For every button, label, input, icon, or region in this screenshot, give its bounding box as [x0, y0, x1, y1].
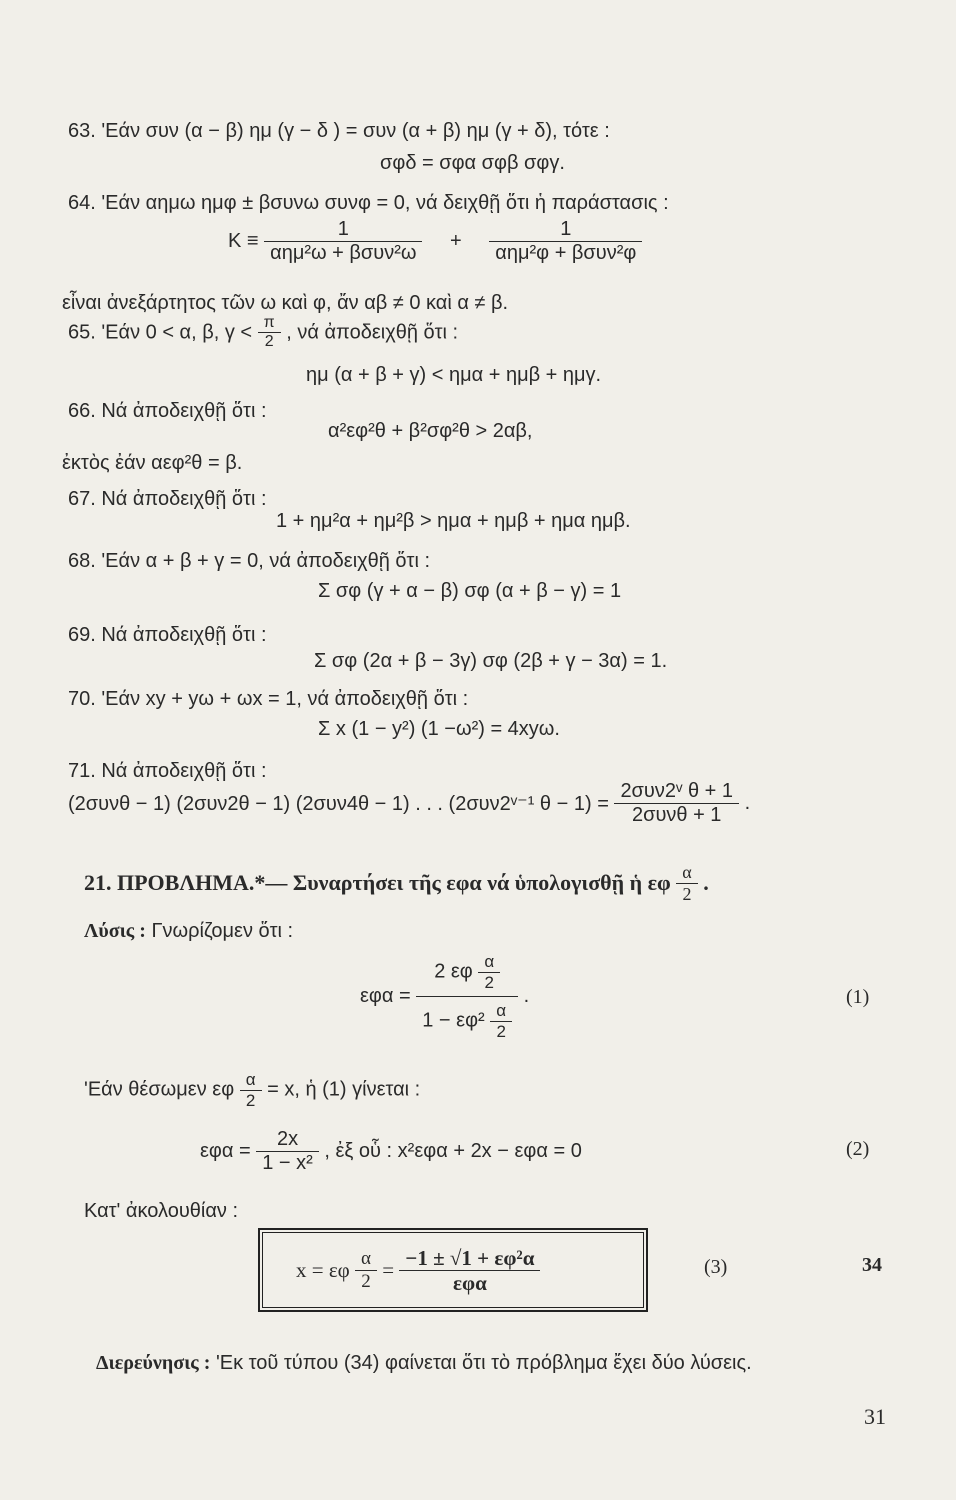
exercise-64-condition: εἶναι ἀνεξάρτητος τῶν ω καὶ φ, ἄν αβ ≠ 0 καὶ α ≠ β. — [62, 292, 509, 314]
exercise-68-identity: Σ σφ (γ + α − β) σφ (α + β − γ) = 1 — [318, 580, 622, 602]
exercise-66-inequality: α²εφ²θ + β²σφ²θ > 2αβ, — [328, 420, 533, 442]
exercise-70-identity: Σ x (1 − y²) (1 −ω²) = 4xyω. — [318, 718, 560, 740]
formula-number: 34 — [862, 1254, 882, 1276]
substitution-line: 'Εάν θέσωμεν εφ $\frac{\alpha}{2}$ = x, ἡ (1) γίνεται : — [84, 1070, 421, 1110]
exercise-71-fraction: $\frac{\text{2συν2ᵛ θ + 1}}{\text{2συνθ + 1}}$ — [614, 780, 739, 827]
exercise-71-identity: (2συνθ − 1) (2συν2θ − 1) (2συν4θ − 1) . . . (2συν2ᵛ⁻¹ θ − 1) = $\frac{\text{2συν2ᵛ θ + 1}}{\text{2συνθ + 1}}$ . — [68, 780, 751, 826]
equation-1: εφα = 2 εφ $\frac{\alpha}{2}$ 1 − εφ² $\frac{\alpha}{2}$ . — [360, 952, 530, 1041]
exercise-71-statement: 71. Νά ἀποδειχθῇ ὅτι : — [68, 760, 267, 782]
exercise-66-condition: ἐκτὸς ἐάν αεφ²θ = β. — [62, 452, 243, 474]
exercise-69-identity: Σ σφ (2α + β − 3γ) σφ (2β + γ − 3α) = 1. — [314, 650, 668, 672]
exercise-65-statement: 65. 'Εάν 0 < α, β, γ < $\frac{\pi}{2}$ , νά ἀποδειχθῇ ὅτι : — [68, 314, 459, 351]
k-symbol: K ≡ — [228, 230, 259, 252]
exercise-68-statement: 68. 'Εάν α + β + γ = 0, νά ἀποδειχθῇ ὅτι : — [68, 550, 431, 572]
exercise-67-inequality: 1 + ημ²α + ημ²β > ημα + ημβ + ημα ημβ. — [276, 510, 631, 532]
exercise-66-statement: 66. Νά ἀποδειχθῇ ὅτι : — [68, 400, 267, 422]
page-number: 31 — [864, 1404, 886, 1429]
exercise-65-inequality: ημ (α + β + γ) < ημα + ημβ + ημγ. — [306, 364, 602, 386]
exercise-63-result: σφδ = σφα σφβ σφγ. — [380, 152, 565, 174]
exercise-63-statement: 63. 'Εάν συν (α − β) ημ (γ − δ ) = συν (α + β) ημ (γ + δ), τότε : — [68, 120, 610, 142]
equation-1-fraction: 2 εφ $\frac{\alpha}{2}$ 1 − εφ² $\frac{\alpha}{2}$ — [416, 952, 518, 1041]
problem-heading: 21. ΠΡΟΒΛΗΜΑ.*— Συναρτήσει τῆς εφα νά ὑπολογισθῇ ἡ εφ $\frac{\alpha}{2}$ . — [84, 862, 709, 904]
equation-3-fraction: $\frac{\text{−1 ± √1 + εφ²α}}{\text{εφα}}$ — [399, 1246, 540, 1295]
equation-2-tag: (2) — [846, 1138, 870, 1160]
exercise-69-statement: 69. Νά ἀποδειχθῇ ὅτι : — [68, 624, 267, 646]
exercise-64-statement: 64. 'Εάν αημω ημφ ± βσυνω συνφ = 0, νά δειχθῇ ὅτι ἡ παράστασις : — [68, 192, 669, 214]
exercise-67-statement: 67. Νά ἀποδειχθῇ ὅτι : — [68, 488, 267, 510]
equation-1-tag: (1) — [846, 986, 870, 1008]
equation-2: εφα = $\frac{2x}{\text{1 − x²}}$ , ἐξ οὗ : x²εφα + 2x − εφα = 0 — [200, 1128, 582, 1174]
equation-3: x = εφ $\frac{\alpha}{2}$ = $\frac{\text{−1 ± √1 + εφ²α}}{\text{εφα}}$ — [296, 1246, 540, 1295]
fraction-1: $\frac{1}{\text{αημ²ω + βσυν²ω}}$ — [264, 218, 422, 265]
exercise-70-statement: 70. 'Εάν xy + yω + ωx = 1, νά ἀποδειχθῇ ὅτι : — [68, 688, 469, 710]
equation-3-tag: (3) — [704, 1256, 728, 1278]
discussion-line: Διερεύνησις : 'Εκ τοῦ τύπου (34) φαίνεται ὅτι τὸ πρόβλημα ἔχει δύο λύσεις. — [96, 1352, 752, 1374]
solution-line: Λύσις : Γνωρίζομεν ὅτι : — [84, 920, 294, 942]
consequently-label: Κατ' ἀκολουθίαν : — [84, 1200, 238, 1222]
exercise-64-formula: K ≡ $\frac{1}{\text{αημ²ω + βσυν²ω}}$ + $\frac{1}{\text{αημ²φ + βσυν²φ}}$ — [228, 218, 642, 265]
fraction-2: $\frac{1}{\text{αημ²φ + βσυν²φ}}$ — [489, 218, 642, 265]
